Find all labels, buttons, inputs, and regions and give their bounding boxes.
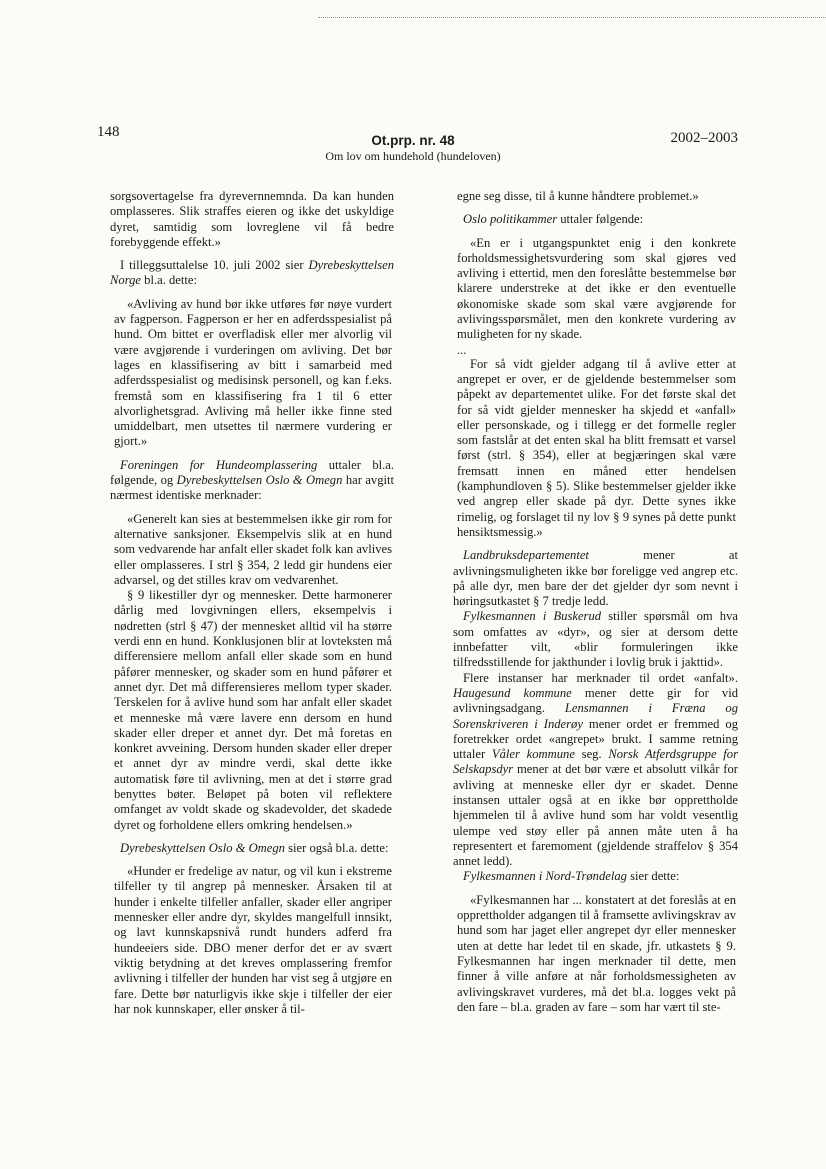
paragraph: Fylkesmannen i Nord-Trøndelag sier dette:	[463, 869, 680, 884]
organization-name: Dyrebeskyttelsen Oslo & Omegn	[120, 840, 285, 855]
paragraph: Landbruksdepartementet mener at avlivningsmuligheten ikke bør foreligge ved angrep etc. på alle dyr, men bare der det gjelder dyr som nevnt i høringsutkastet § 7 tredje ledd.	[453, 548, 738, 609]
organization-name: Oslo politikammer	[463, 212, 558, 227]
right-column	[453, 189, 738, 1023]
document-subtitle: Om lov om hundehold (hundeloven)	[325, 149, 501, 163]
paragraph: I tilleggsuttalelse 10. juli 2002 sier Dyrebeskyttelsen Norge bl.a. dette:	[110, 258, 394, 288]
block-quote: «Avliving av hund bør ikke utføres før nøye vurdert av fagperson. Fagperson er her en adferdsspesialist på hund. Om bittet er overfladisk eller mer alvorlig vil være avgjørende i vurderingen om avliving. Det bør lages en klassifisering av bitt i samarbeid med adferdsspesialist og medisinsk personell, og kan f.eks. fremstå som en klassifisering fra 1 til 6 etter alvorlighetsgrad. Avliving må heller ikke finne sted umiddelbart, men utsettes til nærmere vurdering er gjort.»	[114, 296, 392, 449]
document-title: Ot.prp. nr. 48	[371, 133, 455, 148]
block-quote: «Generelt kan sies at bestemmelsen ikke gir rom for alternative sanksjoner. Eksempelvis slik at en hund som vedvarende har anfalt eller skadet folk kan avlives eller omplasseres. I strl § 354, 2 ledd gir hundens eier advarsel, og det stilles krav om vedvarenhet.	[114, 511, 392, 587]
paragraph: Foreningen for Hundeomplassering uttaler bl.a. følgende, og Dyrebeskyttelsen Oslo & Omegn har avgitt nærmest identiske merknader:	[110, 457, 394, 503]
organization-name: Våler kommune	[491, 747, 575, 762]
organization-name: Foreningen for Hundeomplassering	[120, 457, 318, 472]
organization-name: Fylkesmannen i Nord-Trøndelag	[463, 869, 627, 884]
block-quote: «En er i utgangspunktet enig i den konkrete forholdsmessighetsvurdering som skal gjøres ved avliving i ettertid, men den foreslåtte bestemmelse bør klarere understreke at det ikke er den eventuelle økonomiske skade som skal være avgjørende for avlivingsspørsmålet, men den konkrete vurdering av muligheten for ny skade.	[457, 235, 736, 342]
block-quote: § 9 likestiller dyr og mennesker. Dette harmonerer dårlig med lovgivningen ellers, eksempelvis i nødretten (strl § 47) der mennesket alltid vil ha større verdi enn en hund. Konklusjonen blir at lovteksten må differensiere mellom anfall eller skade som en hund påfører mennesker, og skader som en hund påfører et annet dyr. Det må differensieres mellom typer skader. Terskelen for å avlive hund som har anfalt eller skadet et menneske må være lavere enn dersom en hund skader eller dreper et annet dyr. Det må foretas en konkret avveining. Dersom hunden skader eller dreper et annet dyr av mindre verdi, skal dette ikke automatisk føre til avlivning, men at det i større grad benyttes bøter. Beløpet på boten vil reflektere omfanget av voldt skade og skadevolder, det skadede dyret og forholdene ellers omkring hendelsen.»	[114, 588, 392, 832]
paragraph: Fylkesmannen i Buskerud stiller spørsmål om hva som omfattes av «dyr», og sier at dersom dette innbefatter vilt, «blir formuleringen ikke tilfredsstillende for jakthunder i lovlig bruk i jakttid».	[453, 609, 738, 670]
header-year: 2002–2003	[670, 130, 738, 146]
block-quote: For så vidt gjelder adgang til å avlive etter at angrepet er over, er de gjeldende bestemmelser som påpekt av departementet ulike. For det første skal det for så vidt gjelder mennesker ha skjedd et «anfall» eller personskade, og i tillegg er det formelle regler som fastslår at det enten skal ha blitt fremsatt et varsel først (strl. § 354), eller at begjæringen skal være fremsatt innen en måned etter hendelsen (kamphundloven § 5). Slike bestemmelser gjelder ikke ved angrep eller skade på dyr. Dette synes ikke rimelig, og forslaget til ny lov § 9 synes på dette punkt hensiktsmessig.»	[457, 356, 736, 539]
block-quote: «Fylkesmannen har ... konstatert at det foreslås at en opprettholder adgangen til å framsette avlivingskrav av hund som har jaget eller angrepet dyr eller mennesker uten at dette har ledet til en skade, jfr. utkastets § 9. Fylkesmannen har ingen merknader til dette, men finner å ville anføre at når forholdsmessigheten av avlivingskravet vurderes, må det bl.a. logges vekt på den fare – bl.a. graden av fare – som har vært til ste-	[457, 892, 736, 1014]
paragraph: Dyrebeskyttelsen Oslo & Omegn sier også bl.a. dette:	[120, 840, 389, 855]
organization-name: Landbruksdepartementet	[463, 548, 589, 563]
organization-name: Haugesund kommune	[453, 685, 572, 700]
page-number: 148	[97, 124, 120, 140]
ellipsis: ...	[457, 342, 467, 357]
organization-name: Dyrebeskyttelsen Oslo & Omegn	[176, 473, 343, 488]
organization-name: Fylkesmannen i Buskerud	[463, 609, 602, 624]
scan-edge-line	[318, 17, 826, 18]
paragraph: Oslo politikammer uttaler følgende:	[463, 212, 644, 227]
paragraph: sorgsovertagelse fra dyrevernnemnda. Da kan hunden omplasseres. Slik straffes eieren og ikke det uskyldige dyret, samtidig som lovreglene vil få bedre forebyggende effekt.»	[110, 189, 394, 249]
block-quote: egne seg disse, til å kunne håndtere problemet.»	[457, 189, 699, 203]
organization-name: Dyrebeskyttelsen Norge	[110, 258, 394, 288]
organization-name: Norsk Atferdsgruppe for Selskapsdyr	[453, 747, 739, 777]
paragraph: Flere instanser har merknader til ordet «anfalt». Haugesund kommune mener dette gir for vid avlivningsadgang. Lensmannen i Fræna og Sorenskriveren i Inderøy mener ordet er fremmed og foretrekker ordet «angrepet» brukt. I samme retning uttaler Våler kommune seg. Norsk Atferdsgruppe for Selskapsdyr mener at det bør være et absolutt vilkår for avliving at menneske eller dyr er skadet. Denne instansen uttaler også at en ikke bør opprettholde hjemmelen til å avlive hund som har voldt vesentlig ulempe ved støy eller på annen måte uten å ha representert et faremoment (gjeldende straffelov § 354 annet ledd).	[453, 670, 739, 869]
block-quote: «Hunder er fredelige av natur, og vil kun i ekstreme tilfeller ty til angrep på mennesker. Årsaken til at hunder i enkelte tilfeller anfaller, skader eller angriper mennesker eller andre dyr, skyldes mangelfull innsikt, og lavt kunnskapsnivå rundt hunders adferd fra hundeeiers side. DBO mener derfor det er av svært viktig betydning at det kreves omplassering fremfor avlivning i tilfeller der hunden har vist seg å utgjøre en fare. Dette bør naturligvis ikke skje i tilfeller der eier har nok kunnskaper, eller ønsker å til-	[114, 864, 392, 1016]
organization-name: Lensmannen i Fræna og Sorenskriveren i Inderøy	[453, 701, 738, 731]
left-column	[110, 189, 394, 1025]
